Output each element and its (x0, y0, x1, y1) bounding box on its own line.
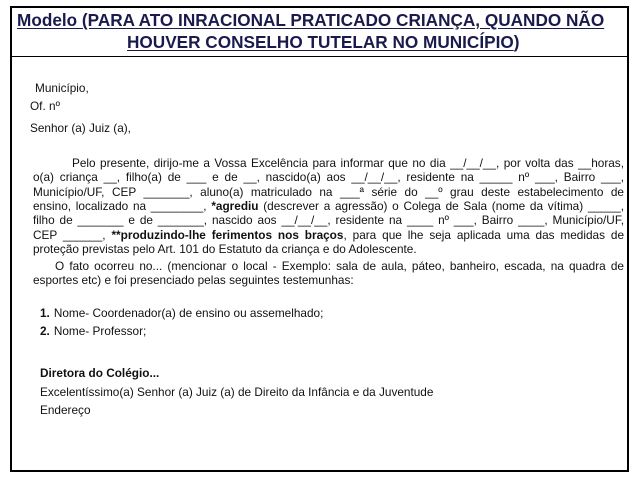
signature-line: Diretora do Colégio... (40, 366, 160, 380)
witness-text: Nome- Professor; (53, 324, 147, 338)
paragraph-1-text: proteção previstas pelo Art. 101 do Estatuto da criança e do Adolescente. (33, 242, 417, 257)
ferimentos-bold-text: **produzindo-lhe ferimentos nos braços (111, 227, 344, 242)
paragraph-1-text: filho de _______ e de _______, nascido aos __/__/__, residente na ____ nº ___, Bairro ____, Município/UF, (33, 213, 624, 228)
title-closing-paren: ) (513, 32, 520, 52)
municipio-label: Município, (35, 81, 89, 95)
paragraph-1-line (33, 242, 624, 256)
witness-text: Nome- Coordenador(a) de ensino ou assemelhado; (53, 306, 324, 320)
paragraph-1-text: Município/UF, CEP _______, aluno(a) matriculado na ___ª série do __º grau deste estabelecimento de (33, 184, 624, 199)
paragraph-2-text: O fato ocorreu no... (mencionar o local - Exemplo: sala de aula, páteo, banheiro, escada, na quadra de (55, 259, 624, 273)
paragraph-1-text: ensino, localizado na ________, (33, 199, 212, 214)
paragraph-1-text: Pelo presente, dirijo-me a Vossa Excelência para informar que no dia __/__/__, por volta das __horas, (72, 156, 624, 170)
title-line-1: Modelo (PARA ATO INRACIONAL PRATICADO CRIANÇA, QUANDO NÃO (17, 10, 605, 30)
paragraph-1-text: , para que lhe seja aplicada uma das medidas de (343, 227, 625, 242)
paragraph-1-text: o(a) criança __, filho(a) de ___ e de __, nascido(a) aos __/__/__, residente na _____ nº ___, Bairro ___, (33, 170, 624, 185)
paragraph-2-line (33, 273, 624, 287)
paragraph-1-text: (descrever a agressão) o Colega de Sala (nome da vítima) _____, (258, 199, 624, 214)
paragraph-1-line (33, 170, 624, 184)
paragraph-1-line (33, 199, 624, 213)
oficio-number-label: Of. nº (30, 99, 60, 113)
address-label: Endereço (40, 403, 91, 417)
paragraph-2-line (33, 259, 624, 273)
title-divider (12, 56, 627, 57)
paragraph-2-text: esportes etc) e foi presenciado pelas seguintes testemunhas: (33, 273, 354, 288)
paragraph-1-line (33, 228, 624, 242)
addressee-line: Excelentíssimo(a) Senhor (a) Juiz (a) de Direito da Infância e da Juventude (40, 385, 434, 399)
paragraph-1-line (33, 156, 624, 170)
title-line-2-text: HOUVER CONSELHO TUTELAR NO MUNICÍPIO (127, 32, 514, 52)
paragraph-1 (33, 156, 624, 256)
salutation: Senhor (a) Juiz (a), (30, 121, 131, 135)
title-line-2 (127, 32, 519, 52)
witness-number: 1. (40, 306, 50, 320)
witness-item (40, 306, 323, 320)
paragraph-2 (33, 259, 624, 288)
witness-number: 2. (40, 324, 50, 338)
witness-item (40, 324, 146, 338)
paragraph-1-line (33, 213, 624, 227)
paragraph-1-text: CEP ______, (33, 227, 112, 242)
agressao-bold-text: *agrediu (211, 199, 259, 214)
paragraph-1-line (33, 185, 624, 199)
